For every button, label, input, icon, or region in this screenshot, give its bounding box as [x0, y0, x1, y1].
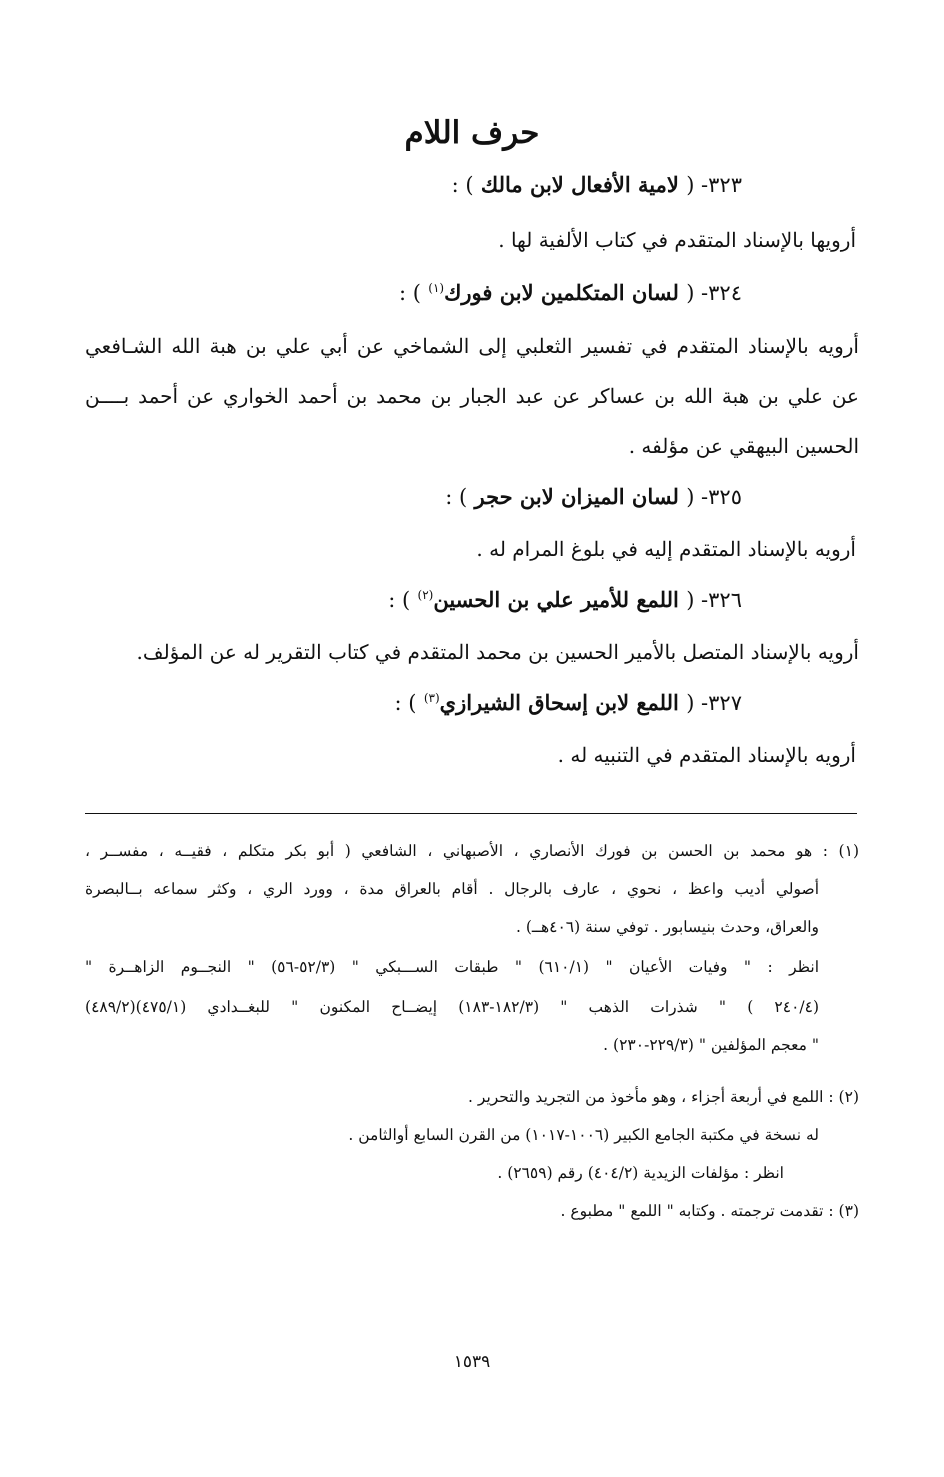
footnote-line: (٣) : تقدمت ترجمته . وكتابه " اللمع " مطبوع .	[560, 1202, 859, 1220]
entry-close: ) :	[394, 691, 417, 715]
entry-number: ٣٢٧- (	[686, 691, 742, 715]
entry-title: لسان المتكلمين لابن فورك	[444, 280, 679, 305]
entry-text: أرويه بالإسناد المتقدم إليه في بلوغ المرام له .	[476, 537, 856, 561]
footnote-line: (٢) : اللمع في أربعة أجزاء ، وهو مأخوذ من التجريد والتحرير .	[468, 1088, 859, 1106]
footnote-marker: (٣)	[423, 691, 440, 705]
entry-title: اللمع للأمير علي بن الحسين	[433, 587, 679, 612]
entry-text: أرويه بالإسناد المتقدم في التنبيه له .	[557, 743, 856, 767]
footnote-line: والعراق، وحدث بنيسابور . توفي سنة (٤٠٦هــ) .	[515, 918, 819, 936]
footnote-line: " معجم المؤلفين " (٢٢٩/٣-٢٣٠) .	[603, 1036, 819, 1054]
entry-title: اللمع لابن إسحاق الشيرازي	[439, 690, 679, 715]
entry-title: لسان الميزان لابن حجر	[474, 484, 679, 509]
footnote-line: أصولي أديب واعظ ، نحوي ، عارف بالرجال . أقام بالعراق مدة ، وورد الري ، وكثر سماعه بــالبصرة	[85, 880, 819, 898]
entry-number: ٣٢٥- (	[686, 485, 742, 509]
entry-close: ) :	[388, 588, 411, 612]
entry-text: عن علي بن هبة الله بن عساكر عن عبد الجبار بن محمد بن أحمد الخواري عن أحمد بــــن	[85, 384, 859, 408]
footnote-divider	[85, 813, 857, 814]
section-title: حرف اللام	[404, 115, 540, 151]
entry-heading	[85, 172, 742, 197]
footnote-line: له نسخة في مكتبة الجامع الكبير (١٠٠٦-١٠١٧) من القرن السابع أوالثامن .	[348, 1126, 819, 1144]
footnote-line: انظر : مؤلفات الزيدية (٤٠٤/٢) رقم (٢٦٥٩) .	[497, 1164, 784, 1182]
entry-heading	[85, 280, 742, 305]
entry-number: ٣٢٣- (	[686, 173, 742, 197]
entry-close: ) :	[451, 173, 474, 197]
entry-title: لامية الأفعال لابن مالك	[480, 172, 679, 197]
entry-number: ٣٢٦- (	[686, 588, 742, 612]
footnote-marker: (٢)	[417, 588, 434, 602]
footnote-line: (١) : هو محمد بن الحسن بن فورك الأنصاري ، الأصبهاني ، الشافعي ( أبو بكر متكلم ، فقيــه ، مفســر ،	[85, 842, 859, 860]
entry-close: ) :	[399, 281, 421, 305]
entry-heading	[85, 484, 742, 509]
footnote-line: (٢٤٠/٤ ) " شذرات الذهب " (١٨٢/٣-١٨٣) إيضــاح المكنون " للبغــدادي (٤٧٥/١)(٤٨٩/٢)	[85, 998, 820, 1016]
entry-text: أرويه بالإسناد المتقدم في تفسير الثعلبي إلى الشماخي عن أبي علي بن هبة الله الشـافعي	[85, 334, 859, 358]
entry-number: ٣٢٤- (	[686, 281, 742, 305]
entry-text: أرويه بالإسناد المتصل بالأمير الحسين بن محمد المتقدم في كتاب التقرير له عن المؤلف.	[136, 640, 859, 664]
entry-heading	[85, 690, 742, 715]
entry-text: أرويها بالإسناد المتقدم في كتاب الألفية لها .	[498, 228, 856, 252]
entry-text: الحسين البيهقي عن مؤلفه .	[628, 434, 859, 458]
footnote-line: انظر : " وفيات الأعيان " (٦١٠/١) " طبقات الســـبكي " (٥٢/٣-٥٦) " النجــوم الزاهــرة "	[85, 958, 820, 976]
entry-heading	[85, 587, 742, 612]
footnote-marker: (١)	[428, 281, 445, 295]
entry-close: ) :	[445, 485, 468, 509]
page-number: ١٥٣٩	[453, 1352, 491, 1372]
